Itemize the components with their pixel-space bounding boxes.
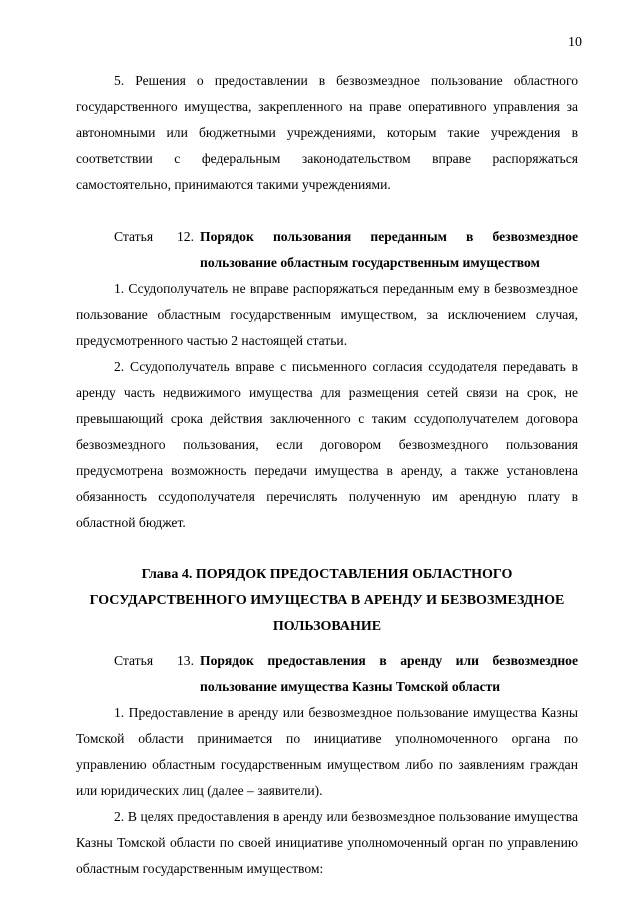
article-12-label — [76, 224, 200, 276]
article-12-paragraph-2: 2. Ссудополучатель вправе с письменного согласия ссудодателя передавать в аренду часть недвижимого имущества для размещения сетей связи на срок, не превышающий срока действия заключенного с таким ссудополучателем договора безвозмездного пользования, если договором безвозмездного пользования предусмотрена возможность передачи имущества в аренду, а также установлена обязанность ссудополучателя перечислять полученную им арендную плату в областной бюджет. — [76, 359, 578, 530]
spacer — [76, 640, 578, 648]
spacer — [76, 536, 578, 562]
article-12-paragraph-1: 1. Ссудополучатель не вправе распоряжаться переданным ему в безвозмездное пользование областным государственным имуществом, за исключением случая, предусмотренного частью 2 настоящей статьи. — [76, 281, 578, 348]
page-number: 10 — [568, 35, 582, 50]
article-13-paragraph-2: 2. В целях предоставления в аренду или безвозмездное пользование имущества Казны Томской области по своей инициативе уполномоченный орган по управлению областным государственным имуществом: — [76, 809, 578, 876]
article-12-title: Порядок пользования переданным в безвозмездное пользование областным государственным имуществом — [200, 229, 578, 270]
spacer — [76, 198, 578, 224]
paragraph-5: 5. Решения о предоставлении в безвозмездное пользование областного государственного имущества, закрепленного на праве оперативного управления за автономными или бюджетными учреждениями, которым такие учреждения в соответствии с федеральным законодательством вправе распоряжаться самостоятельно, принимаются такими учреждениями. — [76, 73, 578, 192]
article-12-label-word: Статья — [114, 229, 154, 244]
article-13-paragraph-1: 1. Предоставление в аренду или безвозмездное пользование имущества Казны Томской области принимается по инициативе уполномоченного органа по управлению областным государственным имуществом либо по заявлениям граждан или юридических лиц (далее – заявители). — [76, 705, 578, 798]
article-13-label-number: 13. — [177, 653, 194, 668]
article-13-heading — [76, 648, 578, 700]
article-12-label-number: 12. — [177, 229, 194, 244]
article-13-title: Порядок предоставления в аренду или безвозмездное пользование имущества Казны Томской области — [200, 653, 578, 694]
article-13-label — [76, 648, 200, 700]
article-13-label-word: Статья — [114, 653, 154, 668]
article-12-heading — [76, 224, 578, 276]
chapter-4-title: Глава 4. ПОРЯДОК ПРЕДОСТАВЛЕНИЯ ОБЛАСТНОГО ГОСУДАРСТВЕННОГО ИМУЩЕСТВА В АРЕНДУ И БЕЗВОЗМЕЗДНОЕ ПОЛЬЗОВАНИЕ — [89, 567, 565, 634]
document-body — [76, 68, 578, 882]
